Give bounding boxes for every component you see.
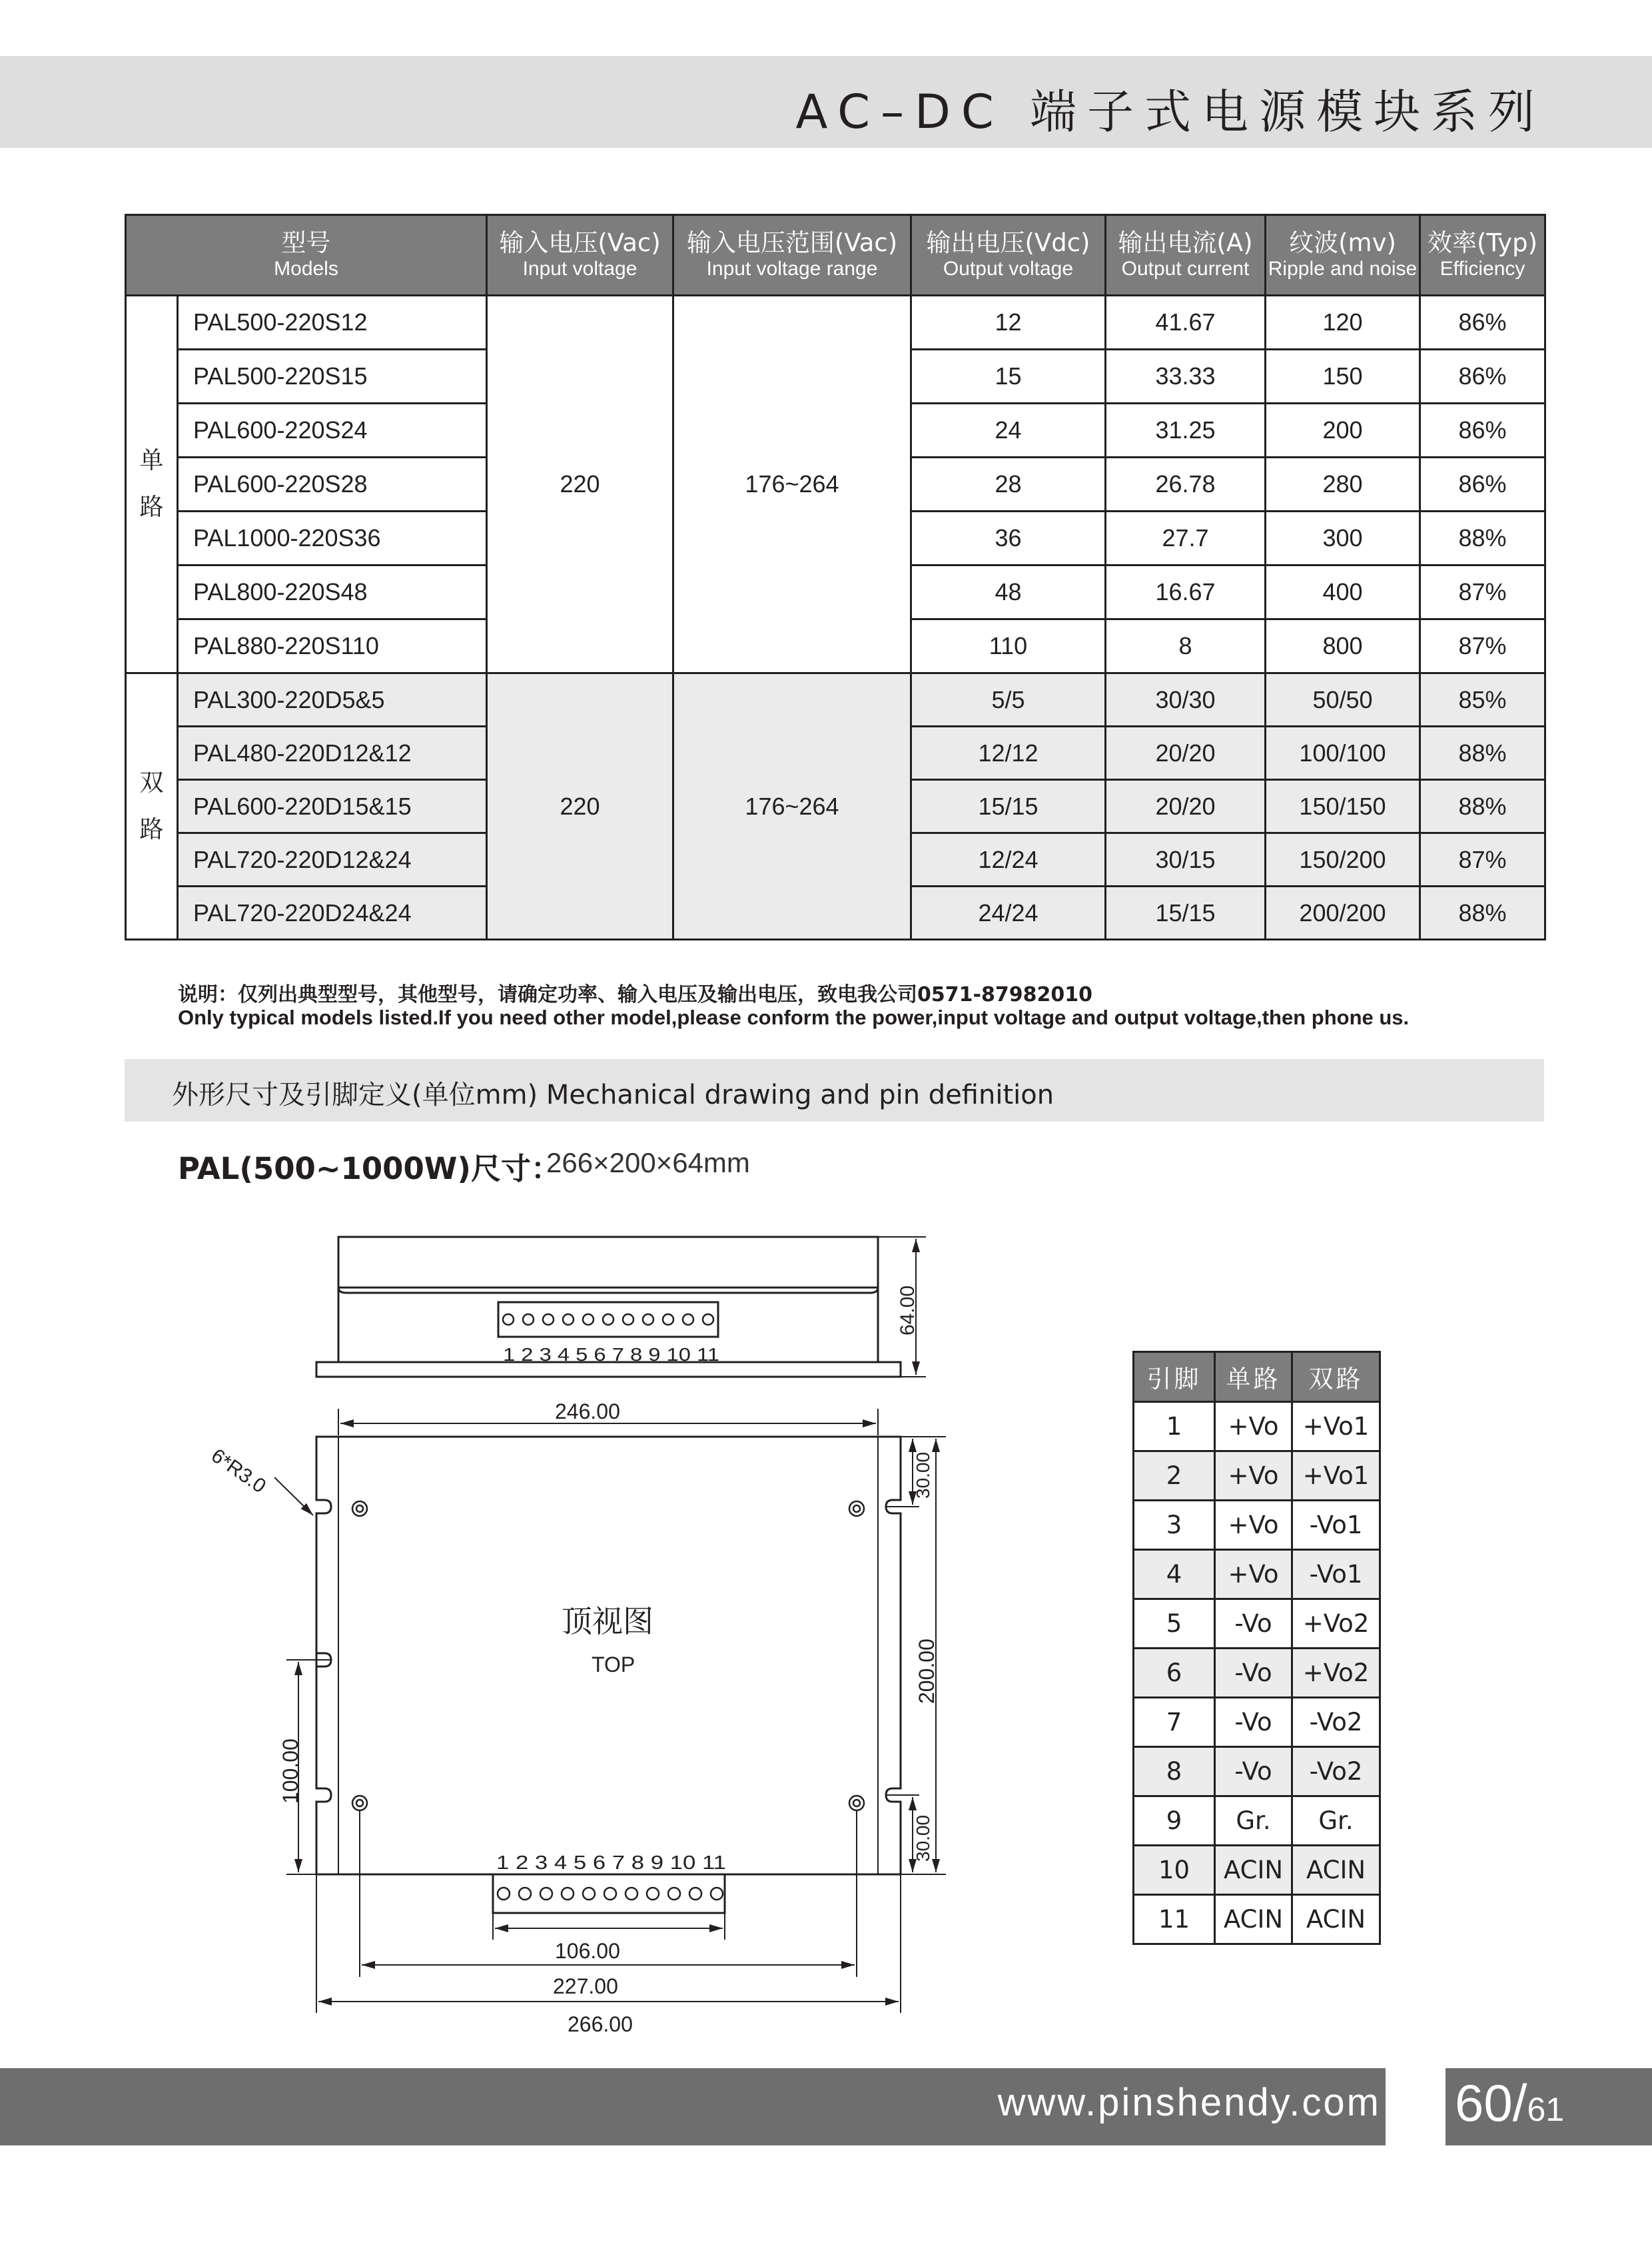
pin-dual: +Vo2 — [1292, 1599, 1380, 1649]
dim-106: 106.00 — [555, 1939, 620, 1963]
ripple-cell: 800 — [1266, 619, 1420, 673]
col-input-range: 输入电压范围(Vac) Input voltage range — [673, 215, 911, 296]
corner-radius-label: 6*R3.0 — [206, 1444, 270, 1498]
pin-number: 3 — [1134, 1501, 1215, 1550]
model-cell: PAL600-220S24 — [178, 404, 487, 458]
pin-dual: +Vo1 — [1292, 1402, 1380, 1451]
vout-cell: 110 — [911, 619, 1106, 673]
model-cell: PAL500-220S12 — [178, 296, 487, 350]
pin-row — [1134, 1501, 1380, 1550]
model-cell: PAL720-220D24&24 — [178, 887, 487, 940]
dim-227: 227.00 — [553, 1974, 618, 1998]
input-range-cell: 176~264 — [673, 673, 911, 940]
pin-row — [1134, 1599, 1380, 1649]
pin-single: ACIN — [1215, 1895, 1292, 1944]
vout-cell: 12/24 — [911, 833, 1106, 887]
pin-single: Gr. — [1215, 1796, 1292, 1846]
ripple-cell: 280 — [1266, 458, 1420, 512]
group-single: 单 路 — [126, 296, 178, 673]
iout-cell: 15/15 — [1106, 887, 1266, 940]
vout-cell: 12 — [911, 296, 1106, 350]
pin-row — [1134, 1747, 1380, 1796]
model-cell: PAL600-220S28 — [178, 458, 487, 512]
pin-row — [1134, 1451, 1380, 1501]
pin-number: 4 — [1134, 1550, 1215, 1599]
pin-dual: -Vo2 — [1292, 1747, 1380, 1796]
model-cell: PAL720-220D12&24 — [178, 833, 487, 887]
ripple-cell: 200 — [1266, 404, 1420, 458]
eff-cell: 85% — [1420, 673, 1545, 727]
pin-row — [1134, 1796, 1380, 1846]
ripple-cell: 150/200 — [1266, 833, 1420, 887]
dim-246: 246.00 — [555, 1399, 620, 1423]
pin-number: 5 — [1134, 1599, 1215, 1649]
eff-cell: 88% — [1420, 727, 1545, 780]
iout-cell: 16.67 — [1106, 565, 1266, 619]
vout-cell: 24/24 — [911, 887, 1106, 940]
eff-cell: 86% — [1420, 458, 1545, 512]
table-row — [126, 296, 1545, 350]
ripple-cell: 150/150 — [1266, 780, 1420, 833]
pin-single: +Vo — [1215, 1402, 1292, 1451]
ripple-cell: 100/100 — [1266, 727, 1420, 780]
eff-cell: 87% — [1420, 565, 1545, 619]
pin-single: ACIN — [1215, 1846, 1292, 1895]
vout-cell: 15 — [911, 350, 1106, 404]
pin-number: 7 — [1134, 1698, 1215, 1747]
ripple-cell: 50/50 — [1266, 673, 1420, 727]
iout-cell: 20/20 — [1106, 780, 1266, 833]
side-terminal-block — [498, 1302, 718, 1337]
pin-dual: ACIN — [1292, 1895, 1380, 1944]
model-cell: PAL300-220D5&5 — [178, 673, 487, 727]
dim-64: 64.00 — [897, 1285, 919, 1335]
iout-cell: 30/30 — [1106, 673, 1266, 727]
side-terminal-holes — [503, 1314, 713, 1325]
pin-dual: +Vo2 — [1292, 1649, 1380, 1698]
col-efficiency: 效率(Typ) Efficiency — [1420, 215, 1545, 296]
pin-number: 2 — [1134, 1451, 1215, 1501]
iout-cell: 8 — [1106, 619, 1266, 673]
ripple-cell: 120 — [1266, 296, 1420, 350]
top-terminal-holes — [498, 1888, 723, 1900]
dim-100: 100.00 — [278, 1738, 302, 1804]
pin-dual: Gr. — [1292, 1796, 1380, 1846]
eff-cell: 86% — [1420, 296, 1545, 350]
ripple-cell: 300 — [1266, 512, 1420, 565]
model-cell: PAL880-220S110 — [178, 619, 487, 673]
iout-cell: 30/15 — [1106, 833, 1266, 887]
iout-cell: 33.33 — [1106, 350, 1266, 404]
iout-cell: 26.78 — [1106, 458, 1266, 512]
pin-number: 6 — [1134, 1649, 1215, 1698]
pin-single: -Vo — [1215, 1599, 1292, 1649]
dim-200: 200.00 — [915, 1639, 939, 1704]
group-dual: 双 路 — [126, 673, 178, 940]
website-url: www.pinshendy.com — [997, 2081, 1381, 2124]
vout-cell: 28 — [911, 458, 1106, 512]
dim-266: 266.00 — [568, 2012, 633, 2036]
pin-dual: +Vo1 — [1292, 1451, 1380, 1501]
pin-number: 11 — [1134, 1895, 1215, 1944]
pin-number: 1 — [1134, 1402, 1215, 1451]
col-output-current: 输出电流(A) Output current — [1106, 215, 1266, 296]
pin-number: 9 — [1134, 1796, 1215, 1846]
ripple-cell: 400 — [1266, 565, 1420, 619]
pin-number: 8 — [1134, 1747, 1215, 1796]
vout-cell: 15/15 — [911, 780, 1106, 833]
dim-30-top: 30.00 — [913, 1451, 933, 1499]
pin-single: +Vo — [1215, 1501, 1292, 1550]
pin-row — [1134, 1895, 1380, 1944]
dimension-value: 266×200×64mm — [546, 1147, 750, 1178]
top-pin-numbers: 1 2 3 4 5 6 7 8 9 10 11 — [496, 1852, 726, 1874]
page-total: 61 — [1527, 2091, 1565, 2128]
pin-single: -Vo — [1215, 1649, 1292, 1698]
col-single: 单路 — [1215, 1352, 1292, 1402]
page-current: 60/ — [1455, 2073, 1527, 2132]
section-title: 外形尺寸及引脚定义(单位mm) Mechanical drawing and pin definition — [172, 1080, 1054, 1110]
eff-cell: 88% — [1420, 887, 1545, 940]
vout-cell: 24 — [911, 404, 1106, 458]
side-view-top — [338, 1237, 878, 1288]
col-models: 型号 Models — [126, 215, 487, 296]
input-range-cell: 176~264 — [673, 296, 911, 673]
iout-cell: 20/20 — [1106, 727, 1266, 780]
ripple-cell: 150 — [1266, 350, 1420, 404]
eff-cell: 88% — [1420, 780, 1545, 833]
spec-table — [125, 214, 1546, 940]
pin-row — [1134, 1550, 1380, 1599]
model-cell: PAL1000-220S36 — [178, 512, 487, 565]
dim-30-bottom: 30.00 — [913, 1814, 933, 1862]
vout-cell: 36 — [911, 512, 1106, 565]
pin-dual: -Vo1 — [1292, 1501, 1380, 1550]
ripple-cell: 200/200 — [1266, 887, 1420, 940]
vout-cell: 12/12 — [911, 727, 1106, 780]
pin-row — [1134, 1846, 1380, 1895]
col-ripple: 纹波(mv) Ripple and noise — [1266, 215, 1420, 296]
vout-cell: 5/5 — [911, 673, 1106, 727]
eff-cell: 87% — [1420, 833, 1545, 887]
spec-header-row — [126, 215, 1545, 296]
pin-number: 10 — [1134, 1846, 1215, 1895]
col-dual: 双路 — [1292, 1352, 1380, 1402]
pin-table — [1132, 1351, 1381, 1945]
iout-cell: 27.7 — [1106, 512, 1266, 565]
top-view-label-zh: 顶视图 — [562, 1603, 653, 1639]
model-cell: PAL800-220S48 — [178, 565, 487, 619]
model-cell: PAL480-220D12&12 — [178, 727, 487, 780]
model-cell: PAL600-220D15&15 — [178, 780, 487, 833]
top-view-label-en: TOP — [592, 1653, 635, 1677]
pin-row — [1134, 1402, 1380, 1451]
dimension-label: PAL(500~1000W)尺寸： — [178, 1151, 562, 1186]
pin-header-row — [1134, 1352, 1380, 1402]
input-voltage-cell: 220 — [487, 296, 673, 673]
iout-cell: 31.25 — [1106, 404, 1266, 458]
pin-row — [1134, 1649, 1380, 1698]
vout-cell: 48 — [911, 565, 1106, 619]
col-pin: 引脚 — [1134, 1352, 1215, 1402]
note-chinese: 说明：仅列出典型型号，其他型号，请确定功率、输入电压及输出电压，致电我公司0571-87982010 — [178, 983, 1092, 1006]
model-cell: PAL500-220S15 — [178, 350, 487, 404]
col-output-voltage: 输出电压(Vdc) Output voltage — [911, 215, 1106, 296]
pin-row — [1134, 1698, 1380, 1747]
side-pin-numbers: 1 2 3 4 5 6 7 8 9 10 11 — [503, 1344, 719, 1365]
page-title: AC–DC 端子式电源模块系列 — [795, 85, 1545, 139]
mechanical-drawing — [0, 1199, 1066, 2065]
input-voltage-cell: 220 — [487, 673, 673, 940]
pin-dual: ACIN — [1292, 1846, 1380, 1895]
pin-dual: -Vo2 — [1292, 1698, 1380, 1747]
table-row — [126, 673, 1545, 727]
eff-cell: 88% — [1420, 512, 1545, 565]
note-english: Only typical models listed.If you need other model,please conform the power,input voltage and output voltage,then phone us. — [178, 1006, 1410, 1029]
eff-cell: 87% — [1420, 619, 1545, 673]
pin-single: -Vo — [1215, 1747, 1292, 1796]
eff-cell: 86% — [1420, 350, 1545, 404]
pin-single: +Vo — [1215, 1451, 1292, 1501]
col-input-voltage: 输入电压(Vac) Input voltage — [487, 215, 673, 296]
pin-single: -Vo — [1215, 1698, 1292, 1747]
pin-dual: -Vo1 — [1292, 1550, 1380, 1599]
iout-cell: 41.67 — [1106, 296, 1266, 350]
eff-cell: 86% — [1420, 404, 1545, 458]
page-number — [1455, 2073, 1564, 2133]
pin-single: +Vo — [1215, 1550, 1292, 1599]
